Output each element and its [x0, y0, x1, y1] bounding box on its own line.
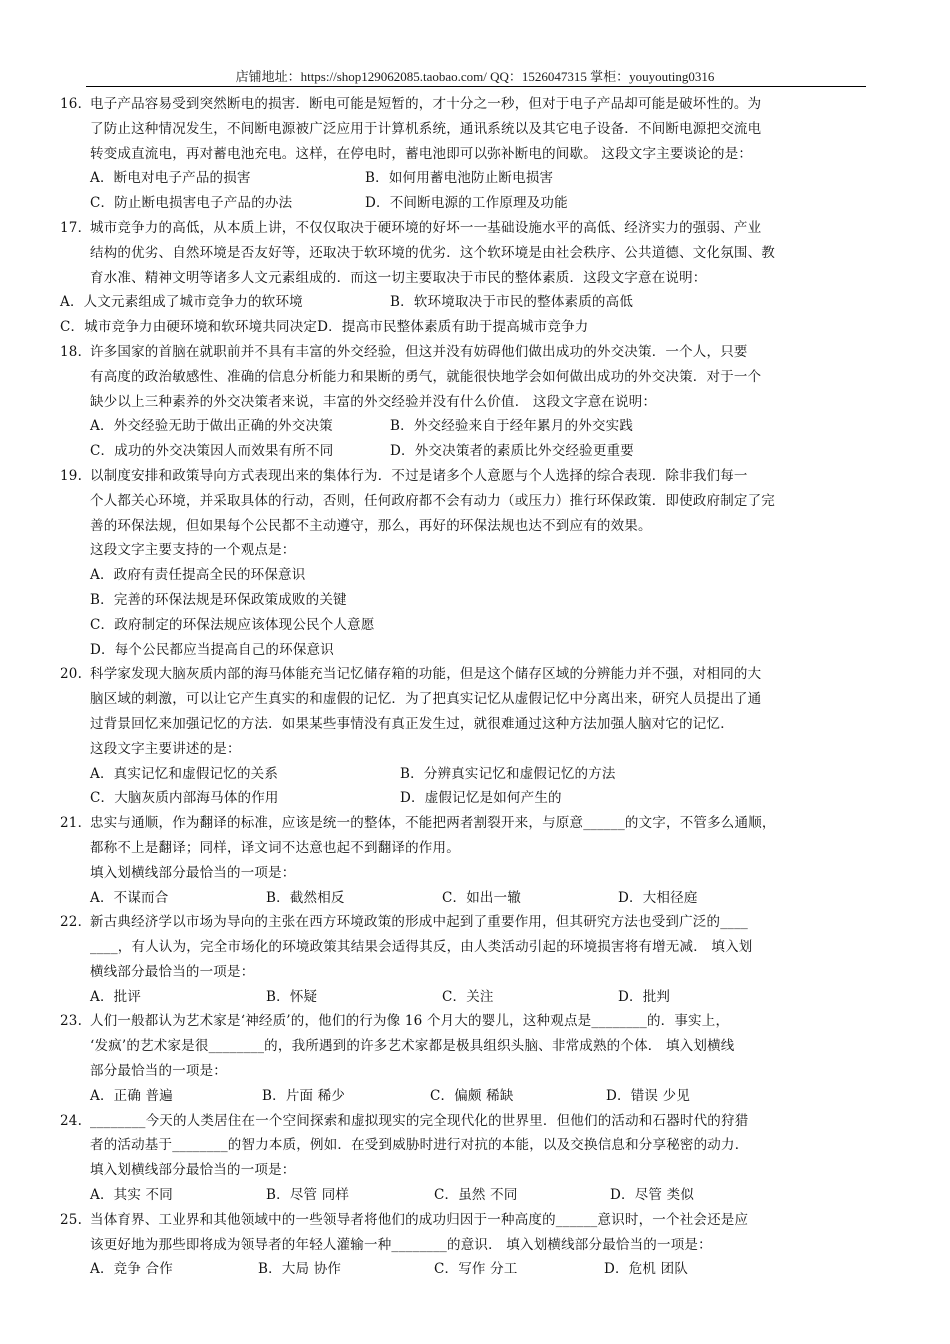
question-text-line: 个人都关心环境，并采取具体的行动，否则，任何政府都不会有动力（或压力）推行环保政策．即使政府制定了完 [90, 492, 775, 509]
question-number: 16． [60, 96, 92, 112]
option-a: A．外交经验无助于做出正确的外交决策 [90, 418, 333, 435]
option-d: D．危机 团队 [604, 1261, 689, 1278]
question-number: 21． [60, 815, 92, 832]
question-text-line: 者的活动基于________的智力本质，例如．在受到威胁时进行对抗的本能，以及交换信息和分享秘密的动力． [90, 1137, 749, 1154]
question-text-line: 科学家发现大脑灰质内部的海马体能充当记忆储存箱的功能，但是这个储存区域的分辨能力并不强，对相同的大 [90, 666, 762, 683]
option-c: C．成功的外交决策因人而效果有所不同 [90, 443, 334, 460]
question-23 [60, 1009, 900, 1083]
option-row [60, 439, 900, 464]
option-b: B．分辨真实记忆和虚假记忆的方法 [400, 765, 616, 782]
question-prompt: 填入划横线部分最恰当的一项是： [90, 1162, 296, 1179]
question-number: 20. [60, 666, 83, 683]
question-24 [60, 1109, 900, 1183]
option-d: D．错误 少见 [606, 1087, 691, 1104]
option-row [60, 414, 900, 439]
option-row [60, 786, 900, 811]
option-b: B．完善的环保法规是环保政策成败的关键 [90, 591, 347, 608]
option-d: D．大相径庭 [618, 889, 698, 906]
question-text-line: 有高度的政治敏感性、准确的信息分析能力和果断的勇气，就能很快地学会如何做出成功的外交决策．对于一个 [90, 368, 762, 385]
option-b: B．外交经验来自于经年累月的外交实践 [390, 418, 634, 435]
option-row [60, 638, 900, 663]
option-c: C．如出一辙 [442, 889, 522, 906]
option-c: C．关注 [442, 988, 494, 1005]
option-row [60, 1084, 900, 1109]
question-text-line: ‘发疯’的艺术家是很________的，我所遇到的许多艺术家都是极具组织头脑、非常成熟的个体． 填入划横线 [90, 1038, 735, 1055]
option-row [60, 762, 900, 787]
shop-header: 店铺地址：https://shop129062085.taobao.com/ QQ：1526047315 掌柜：youyouting0316 [235, 69, 715, 84]
question-number: 19. [60, 467, 83, 484]
question-20 [60, 662, 900, 761]
question-number: 22． [60, 914, 92, 931]
question-prompt: 这段文字主要讲述的是： [90, 740, 241, 757]
option-a: A．批评 [90, 988, 142, 1005]
option-c: C．写作 分工 [434, 1261, 518, 1278]
option-row [60, 985, 900, 1010]
question-number: 23. [60, 1013, 83, 1030]
option-b: B．怀疑 [266, 988, 318, 1005]
question-text-line: ____，有人认为，完全市场化的环境政策其结果会适得其反，由人类活动引起的环境损害将有增无减． 填入划 [90, 939, 753, 956]
question-prompt: 部分最恰当的一项是： [90, 1063, 227, 1080]
question-number: 17． [60, 219, 92, 236]
option-row [60, 315, 900, 340]
question-text-line: 缺少以上三种素养的外交决策者来说，丰富的外交经验并没有什么价值． 这段文字意在说明： [90, 393, 657, 410]
question-text-line: 善的环保法规，但如果每个公民都不主动遵守，那么，再好的环保法规也达不到应有的效果。 [90, 517, 652, 534]
option-d: D．每个公民都应当提高自己的环保意识 [90, 641, 334, 658]
option-row [60, 886, 900, 911]
option-b: B．如何用蓄电池防止断电损害 [365, 170, 554, 187]
option-d: D．尽管 类似 [610, 1187, 695, 1204]
question-text-line: ________今天的人类居住在一个空间探索和虚拟现实的完全现代化的世界里．但他们的活动和石器时代的狩猎 [90, 1112, 749, 1129]
question-text-line: 育水准、精神文明等诸多人文元素组成的．而这一切主要取决于市民的整体素质．这段文字意在说明： [90, 269, 707, 286]
option-row [60, 1257, 900, 1282]
option-c: C．大脑灰质内部海马体的作用 [90, 790, 279, 807]
option-d: D．不间断电源的工作原理及功能 [365, 195, 568, 212]
question-number: 25. [60, 1211, 83, 1228]
question-number: 24. [60, 1112, 83, 1129]
question-text-line: 以制度安排和政策导向方式表现出来的集体行为．不过是诸多个人意愿与个人选择的综合表现．除非我们每一 [90, 467, 748, 484]
option-row [60, 166, 900, 191]
option-a: A．竞争 合作 [90, 1261, 173, 1278]
header-divider [86, 86, 866, 87]
question-16 [60, 92, 900, 166]
option-row [60, 613, 900, 638]
question-text-line: 当体育界、工业界和其他领域中的一些领导者将他们的成功归因于一种高度的______意识时，一个社会还是应 [90, 1211, 749, 1228]
question-text-line: 都称不上是翻译；同样，译文词不达意也起不到翻译的作用。 [90, 839, 460, 856]
option-a: A．真实记忆和虚假记忆的关系 [90, 765, 279, 782]
option-c: C．偏颇 稀缺 [430, 1087, 514, 1104]
question-text-line: 该更好地为那些即将成为领导者的年轻人灌输一种________的意识． 填入划横线部分最恰当的一项是： [90, 1236, 712, 1253]
option-b: B．软环境取决于市民的整体素质的高低 [390, 294, 634, 311]
option-b: B．尽管 同样 [266, 1187, 350, 1204]
question-text-line: 结构的优劣、自然环境是否友好等，还取决于软环境的优劣．这个软环境是由社会秩序、公共道德、文化氛围、教 [90, 244, 775, 261]
question-text-line: 了防止这种情况发生，不间断电源被广泛应用于计算机系统，通讯系统以及其它电子设备．不间断电源把交流电 [90, 120, 762, 137]
question-prompt: 填入划横线部分最恰当的一项是： [90, 864, 296, 881]
option-a: A．人文元素组成了城市竞争力的软环境 [60, 294, 303, 311]
question-list [60, 92, 900, 1282]
question-text-line: 脑区域的刺激，可以让它产生真实的和虚假的记忆．为了把真实记忆从虚假记忆中分离出来，研究人员提出了通 [90, 691, 762, 708]
option-c: C．防止断电损害电子产品的办法 [90, 195, 293, 212]
option-a: A．断电对电子产品的损害 [90, 170, 251, 187]
option-b: B．大局 协作 [258, 1261, 342, 1278]
question-22 [60, 910, 900, 984]
option-b: B．截然相反 [266, 889, 345, 906]
option-d: D．批判 [618, 988, 671, 1005]
option-row [60, 290, 900, 315]
question-text-line: 过背景回忆来加强记忆的方法．如果某些事情没有真正发生过，就很难通过这种方法加强人脑对它的记忆． [90, 715, 734, 732]
question-text-line: 转变成直流电，再对蓄电池充电。这样，在停电时，蓄电池即可以弥补断电的间歇。 这段文字主要谈论的是： [90, 145, 753, 162]
question-prompt: 这段文字主要支持的一个观点是： [90, 542, 296, 559]
option-c: C．政府制定的环保法规应该体现公民个人意愿 [90, 616, 375, 633]
option-row [60, 588, 900, 613]
option-b: B．片面 稀少 [262, 1087, 346, 1104]
question-text-line: 城市竞争力的高低，从本质上讲，不仅仅取决于硬环境的好坏一一基础设施水平的高低、经济实力的强弱、产业 [90, 219, 762, 236]
question-text-line: 许多国家的首脑在就职前并不具有丰富的外交经验，但这并没有妨碍他们做出成功的外交决策．一个人，只要 [90, 343, 748, 360]
option-row [60, 563, 900, 588]
option-d: D．提高市民整体素质有助于提高城市竞争力 [317, 319, 589, 336]
option-a: A．正确 普遍 [90, 1087, 173, 1104]
question-number: 18． [60, 343, 92, 360]
question-prompt: 横线部分最恰当的一项是： [90, 963, 255, 980]
option-a: A．其实 不同 [90, 1187, 173, 1204]
question-19 [60, 464, 900, 563]
option-row [60, 191, 900, 216]
question-text-line: 人们一般都认为艺术家是‘神经质’的，他们的行为像 16 个月大的婴儿，这种观点是________的．事实上， [90, 1013, 730, 1030]
question-25 [60, 1208, 900, 1258]
question-17 [60, 216, 900, 290]
option-row [60, 1183, 900, 1208]
option-d: D．外交决策者的素质比外交经验更重要 [390, 443, 634, 460]
question-text-line: 新古典经济学以市场为导向的主张在西方环境政策的形成中起到了重要作用，但其研究方法也受到广泛的____ [90, 914, 748, 931]
option-a: A．不谋而合 [90, 889, 169, 906]
question-18 [60, 340, 900, 414]
option-d: D．虚假记忆是如何产生的 [400, 790, 562, 807]
option-a: A．政府有责任提高全民的环保意识 [90, 567, 306, 584]
question-text-line: 忠实与通顺，作为翻译的标准，应该是统一的整体，不能把两者割裂开来，与原意______的文字，不管多么通顺， [90, 815, 776, 832]
question-21 [60, 811, 900, 885]
question-text-line: 电子产品容易受到突然断电的损害．断电可能是短暂的，才十分之一秒，但对于电子产品却可能是破坏性的。为 [90, 96, 762, 112]
option-c: C．城市竞争力由硬环境和软环境共同决定 [60, 319, 318, 336]
option-c: C．虽然 不同 [434, 1187, 518, 1204]
